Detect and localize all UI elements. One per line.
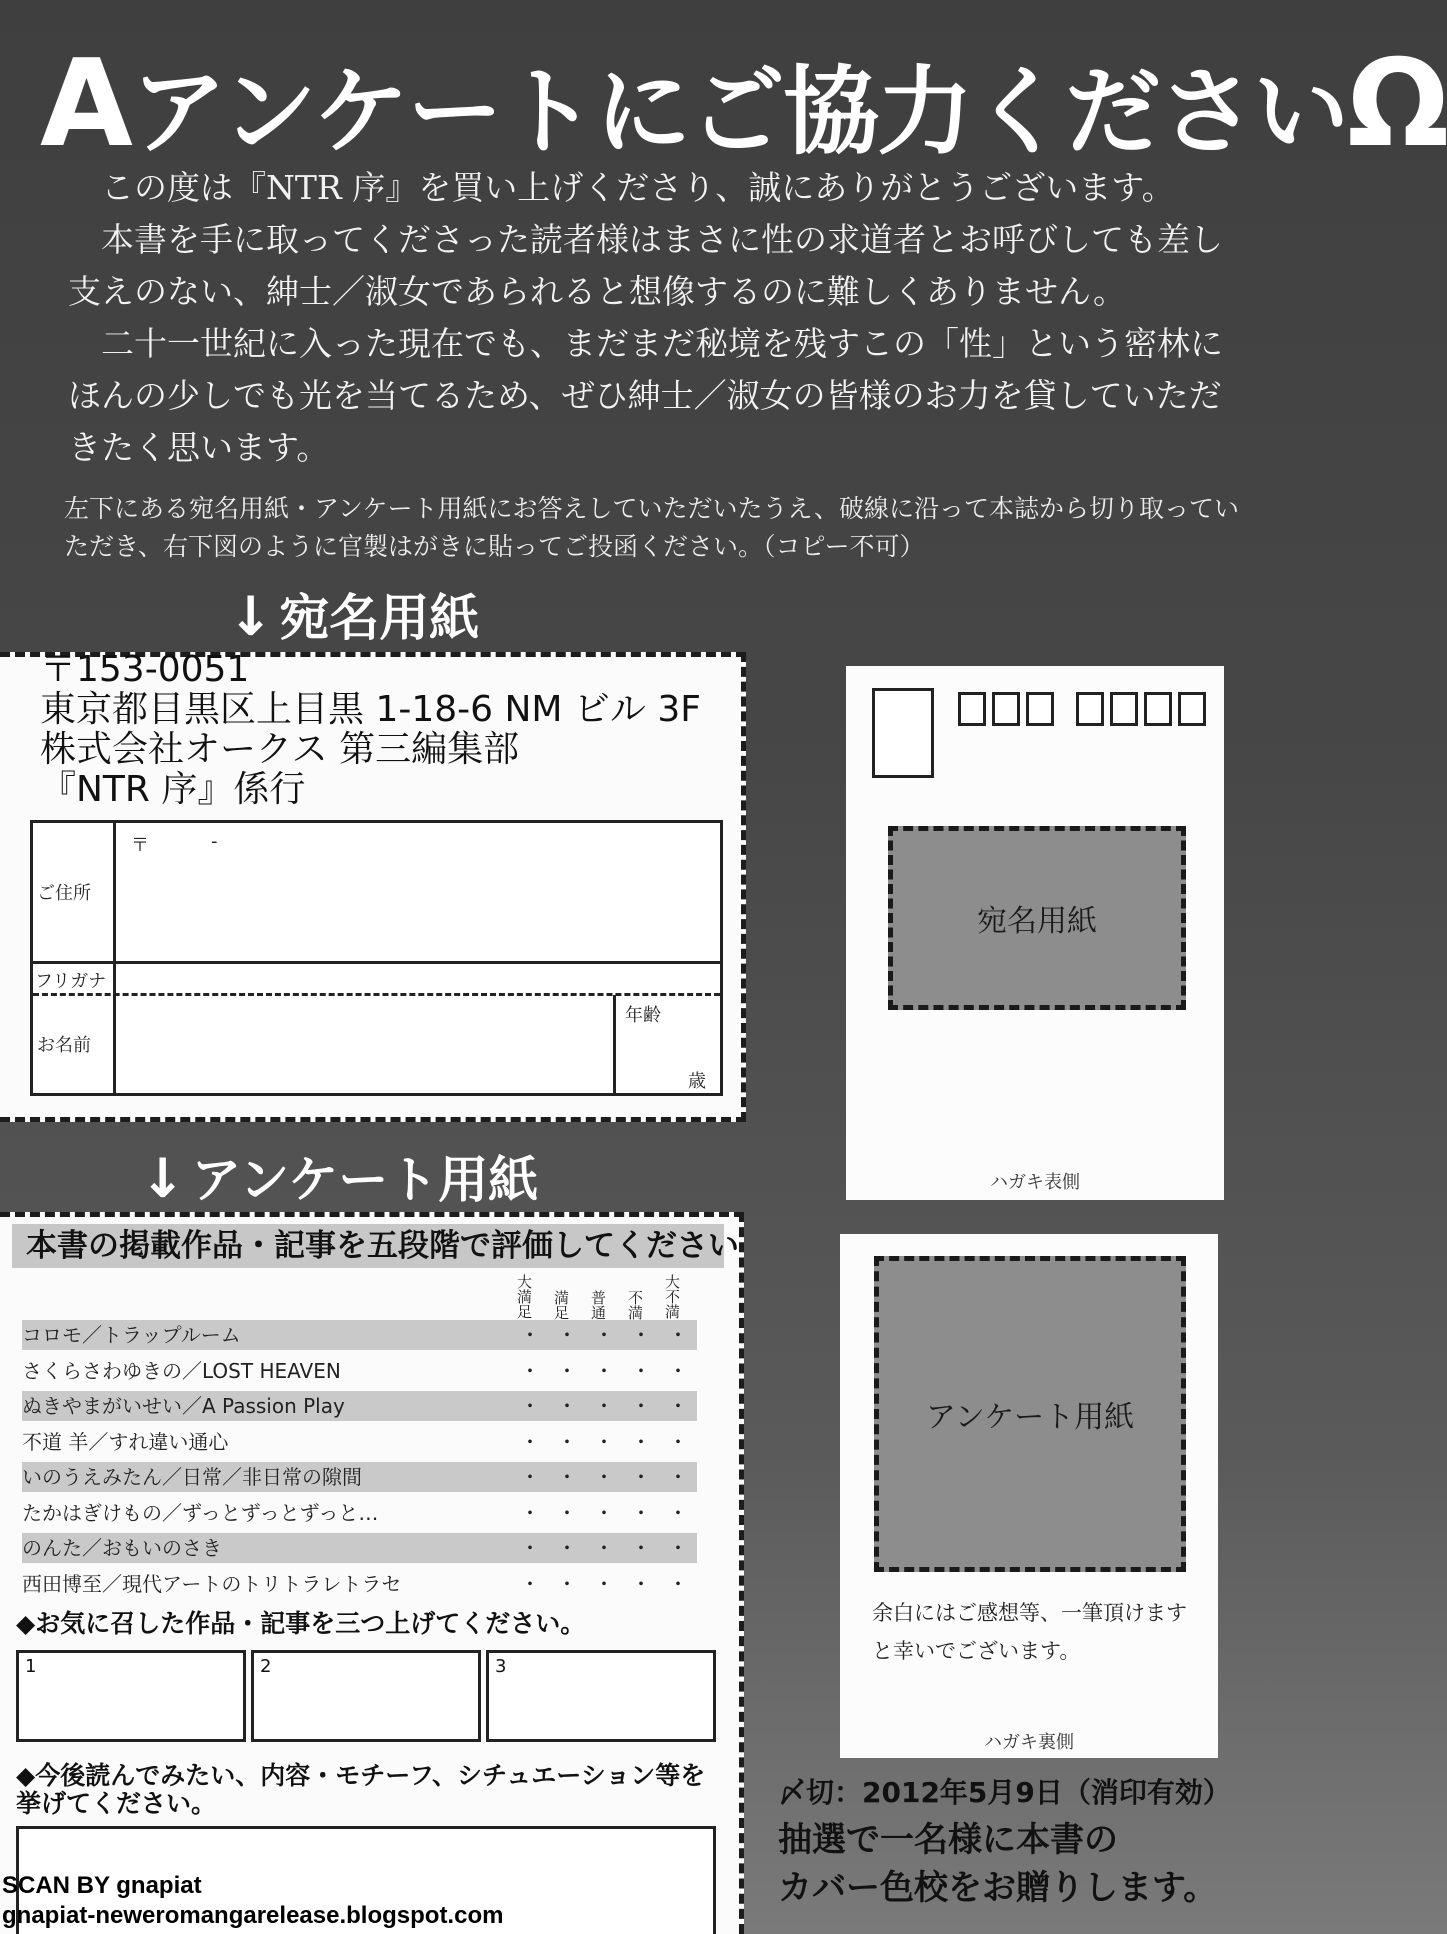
work-title: いのうえみたん／日常／非日常の隙間 — [22, 1465, 362, 1489]
age-unit: 歳 — [688, 1071, 706, 1092]
favorite-box-1[interactable] — [16, 1650, 246, 1742]
furigana-label: フリガナ — [35, 971, 107, 992]
rating-dots — [520, 1498, 705, 1528]
work-row — [22, 1391, 697, 1421]
rating-option[interactable]: ・ — [631, 1358, 651, 1383]
work-title: コロモ／トラップルーム — [22, 1323, 241, 1347]
rating-option[interactable]: ・ — [594, 1358, 614, 1383]
work-title: 西田博至／現代アートのトリトラレトラセ — [22, 1571, 402, 1596]
name-input[interactable] — [121, 999, 607, 1089]
rating-option[interactable]: ・ — [668, 1536, 688, 1560]
rating-option[interactable]: ・ — [594, 1571, 614, 1596]
postal-code-boxes — [958, 692, 1212, 730]
rating-option[interactable]: ・ — [668, 1358, 688, 1383]
age-input[interactable] — [621, 1025, 681, 1065]
work-row — [22, 1320, 697, 1350]
down-arrow-icon: ↓ — [228, 585, 274, 648]
zip-mark: 〒 — [131, 835, 149, 856]
rating-option[interactable]: ・ — [631, 1323, 651, 1347]
work-row — [22, 1533, 697, 1563]
rating-option[interactable]: ・ — [520, 1358, 540, 1383]
rating-option[interactable]: ・ — [520, 1536, 540, 1560]
instructions-text: 左下にある宛名用紙・アンケート用紙にお答えしていただいたうえ、破線に沿って本誌から切り取っていただき、右下図のように官製はがきに貼ってご投函ください。（コピー不可） — [64, 494, 1240, 561]
furigana-divider — [33, 993, 720, 996]
work-title: たかはぎけもの／ずっとずっとずっと… — [22, 1500, 379, 1525]
furigana-input[interactable] — [121, 965, 711, 991]
rating-option[interactable]: ・ — [594, 1465, 614, 1489]
favorite-number: 1 — [25, 1656, 37, 1677]
survey-section-heading — [140, 1140, 538, 1212]
rating-option[interactable]: ・ — [520, 1394, 540, 1418]
rating-option[interactable]: ・ — [668, 1323, 688, 1347]
rating-header-very-satisfied: 大満足 — [515, 1274, 533, 1319]
recipient-dept: 『NTR 序』係行 — [40, 769, 306, 810]
rating-option[interactable]: ・ — [668, 1465, 688, 1489]
survey-heading-text: アンケート用紙 — [191, 1151, 539, 1209]
deadline-date: 〆切：2012年5月9日（消印有効） — [778, 1776, 1231, 1809]
work-row — [22, 1356, 697, 1386]
favorite-box-2[interactable] — [251, 1650, 481, 1742]
title-mark-omega: Ω — [1347, 35, 1447, 174]
zip-box — [1110, 692, 1138, 726]
prize-line-1: 抽選で一名様に本書の — [778, 1820, 1118, 1860]
rating-option[interactable]: ・ — [557, 1536, 577, 1560]
rating-dots — [520, 1533, 705, 1563]
rating-option[interactable]: ・ — [520, 1465, 540, 1489]
stamp-box — [872, 688, 934, 778]
recipient-street: 東京都目黒区上目黒 1-18-6 NM ビル 3F — [40, 689, 701, 730]
rating-dots — [520, 1427, 705, 1457]
title-mark-a: A — [40, 35, 131, 174]
postcard-back — [840, 1234, 1218, 1758]
scan-credit-url: gnapiat-neweromangarelease.blogspot.com — [2, 1902, 504, 1929]
zip-box — [1076, 692, 1104, 726]
deadline-block — [778, 1774, 1318, 1912]
rating-dots — [520, 1391, 705, 1421]
favorite-number: 3 — [495, 1656, 507, 1677]
address-label-area: 宛名用紙 — [888, 826, 1186, 1010]
rating-option[interactable]: ・ — [557, 1358, 577, 1383]
zip-box — [958, 692, 986, 726]
recipient-address — [40, 650, 701, 810]
sender-form — [30, 820, 723, 1096]
down-arrow-icon: ↓ — [140, 1147, 186, 1210]
work-title: さくらさわゆきの／LOST HEAVEN — [22, 1358, 341, 1383]
survey-instruction: 本書の掲載作品・記事を五段階で評価してください — [12, 1224, 724, 1268]
intro-text — [68, 162, 1238, 474]
address-section-heading — [228, 578, 479, 650]
rating-option[interactable]: ・ — [594, 1394, 614, 1418]
survey-label-area: アンケート用紙 — [874, 1256, 1186, 1572]
work-title: ぬきやまがいせい／A Passion Play — [22, 1394, 345, 1418]
rating-option[interactable]: ・ — [631, 1536, 651, 1560]
postcard-back-caption: ハガキ裏側 — [984, 1732, 1074, 1753]
rating-dots — [520, 1320, 705, 1350]
rating-header-unsatisfied: 不満 — [626, 1290, 644, 1320]
favorite-box-3[interactable] — [486, 1650, 716, 1742]
rating-option[interactable]: ・ — [594, 1536, 614, 1560]
rating-option[interactable]: ・ — [594, 1429, 614, 1454]
rating-option[interactable]: ・ — [668, 1571, 688, 1596]
postcard-front — [846, 666, 1224, 1200]
work-row — [22, 1498, 697, 1528]
intro-paragraph: この度は『NTR 序』を買い上げくださり、誠にありがとうございます。 — [101, 168, 1175, 207]
recipient-zip: 〒153-0051 — [40, 649, 250, 690]
work-title: 不道 羊／すれ違い通心 — [22, 1429, 229, 1454]
title-text: アンケートにご協力ください — [130, 56, 1348, 168]
recipient-company: 株式会社オークス 第三編集部 — [40, 729, 520, 770]
rating-option[interactable]: ・ — [557, 1571, 577, 1596]
rating-option[interactable]: ・ — [631, 1429, 651, 1454]
prize-line-2: カバー色校をお贈りします。 — [778, 1868, 1218, 1908]
request-question: ◆今後読んでみたい、内容・モチーフ、シチュエーション等を挙げてください。 — [16, 1761, 706, 1818]
zip-box — [1178, 692, 1206, 726]
address-input[interactable] — [121, 827, 711, 957]
favorites-question: ◆お気に召した作品・記事を三つ上げてください。 — [16, 1609, 586, 1638]
address-heading-text: 宛名用紙 — [279, 589, 480, 647]
rating-option[interactable]: ・ — [631, 1465, 651, 1489]
rating-option[interactable]: ・ — [668, 1394, 688, 1418]
zip-dash: - — [211, 831, 218, 852]
rating-header-satisfied: 満足 — [552, 1290, 570, 1320]
page-title — [40, 35, 1447, 174]
rating-option[interactable]: ・ — [668, 1500, 688, 1525]
age-box-divider — [613, 995, 616, 1093]
rating-option[interactable]: ・ — [557, 1394, 577, 1418]
work-row — [22, 1569, 697, 1599]
rating-option[interactable]: ・ — [557, 1323, 577, 1347]
work-row — [22, 1427, 697, 1457]
rating-option[interactable]: ・ — [631, 1394, 651, 1418]
rating-option[interactable]: ・ — [594, 1500, 614, 1525]
rating-dots — [520, 1356, 705, 1386]
rating-option[interactable]: ・ — [557, 1429, 577, 1454]
postcard-front-caption: ハガキ表側 — [990, 1172, 1080, 1193]
rating-option[interactable]: ・ — [520, 1500, 540, 1525]
address-label: ご住所 — [37, 883, 91, 904]
rating-header-normal: 普通 — [589, 1290, 607, 1320]
rating-header-very-unsatisfied: 大不満 — [663, 1274, 681, 1319]
rating-option[interactable]: ・ — [631, 1571, 651, 1596]
rating-option[interactable]: ・ — [520, 1429, 540, 1454]
rating-option[interactable]: ・ — [631, 1500, 651, 1525]
rating-dots — [520, 1569, 705, 1599]
work-row — [22, 1462, 697, 1492]
zip-box — [1026, 692, 1054, 726]
intro-paragraph: 本書を手に取ってくださった読者様はまさに性の求道者とお呼びしても差し支えのない、紳士／淑女であられると想像するのに難しくありません。 — [68, 220, 1223, 311]
age-label: 年齢 — [625, 1005, 661, 1026]
rating-option[interactable]: ・ — [594, 1323, 614, 1347]
rating-option[interactable]: ・ — [557, 1465, 577, 1489]
zip-box — [992, 692, 1020, 726]
rating-dots — [520, 1462, 705, 1492]
postcard-back-note: 余白にはご感想等、一筆頂けますと幸いでございます。 — [872, 1601, 1187, 1663]
rating-option[interactable]: ・ — [520, 1571, 540, 1596]
label-column-divider — [113, 823, 116, 1093]
intro-paragraph: 二十一世紀に入った現在でも、まだまだ秘境を残すこの「性」という密林にほんの少しでも光を当てるため、ぜひ紳士／淑女の皆様のお力を貸していただきたく思います。 — [68, 324, 1223, 467]
favorite-number: 2 — [260, 1656, 272, 1677]
rating-option[interactable]: ・ — [557, 1500, 577, 1525]
scan-credit: SCAN BY gnapiat — [2, 1872, 202, 1899]
work-title: のんた／おもいのさき — [22, 1536, 222, 1560]
rating-option[interactable]: ・ — [520, 1323, 540, 1347]
zip-box — [1144, 692, 1172, 726]
rating-option[interactable]: ・ — [668, 1429, 688, 1454]
name-label: お名前 — [37, 1035, 91, 1056]
row-divider — [33, 961, 720, 964]
